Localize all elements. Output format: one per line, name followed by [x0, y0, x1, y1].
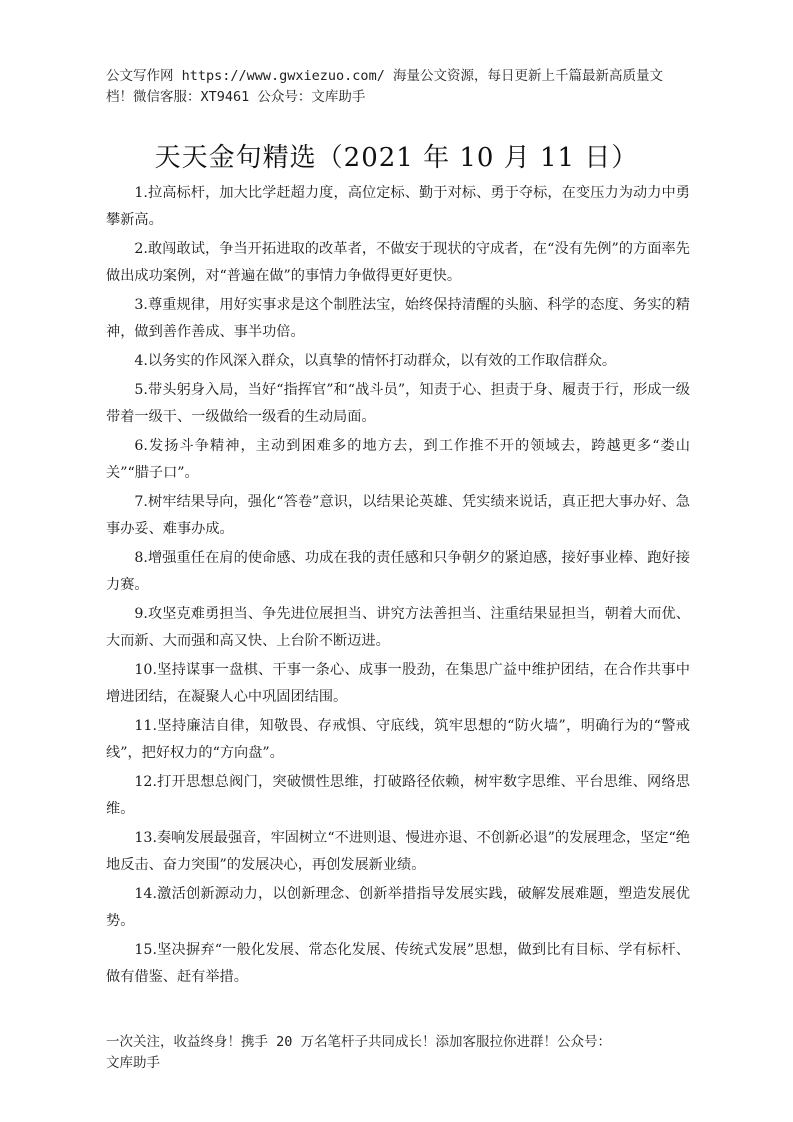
footer-note	[106, 1032, 696, 1074]
list-item: 12.打开思想总阀门，突破惯性思维，打破路径依赖，树牢数字思维、平台思维、网络思维。	[106, 774, 690, 817]
list-item: 5.带头躬身入局，当好“指挥官”和“战斗员”，知责于心、担责于身、履责于行，形成一级带着一级干、一级做给一级看的生动局面。	[106, 382, 690, 425]
list-item: 8.增强重任在肩的使命感、功成在我的责任感和只争朝夕的紧迫感，接好事业棒、跑好接力赛。	[106, 550, 690, 593]
list-item: 4.以务实的作风深入群众，以真挚的情怀打动群众，以有效的工作取信群众。	[134, 353, 617, 369]
list-item: 10.坚持谋事一盘棋、干事一条心、成事一股劲，在集思广益中维护团结，在合作共事中增进团结，在凝聚人心中巩固团结围。	[106, 662, 690, 705]
list-item: 3.尊重规律，用好实事求是这个制胜法宝，始终保持清醒的头脑、科学的态度、务实的精神，做到善作善成、事半功倍。	[106, 297, 690, 340]
header-line-2: 档！微信客服：XT9461 公众号：文库助手	[106, 89, 366, 105]
list-item: 9.攻坚克难勇担当、争先进位展担当、讲究方法善担当、注重结果显担当，朝着大而优、大而新、大而强和高又快、上台阶不断迈进。	[106, 606, 690, 649]
list-item: 14.激活创新源动力，以创新理念、创新举措指导发展实践，破解发展难题，塑造发展优势。	[106, 886, 690, 929]
list-item: 11.坚持廉洁自律，知敬畏、存戒惧、守底线，筑牢思想的“防火墙”，明确行为的“警戒线”，把好权力的“方向盘”。	[106, 718, 690, 761]
list-item: 2.敢闯敢试，争当开拓进取的改革者，不做安于现状的守成者，在“没有先例”的方面率先做出成功案例，对“普遍在做”的事情力争做得更好更快。	[106, 241, 690, 284]
quote-list	[106, 180, 690, 993]
page-title: 天天金句精选（2021 年 10 月 11 日）	[154, 143, 639, 173]
list-item: 1.拉高标杆，加大比学赶超力度，高位定标、勤于对标、勇于夺标，在变压力为动力中勇攀新高。	[106, 185, 690, 228]
header-line-1: 公文写作网 https://www.gwxiezuo.com/ 海量公文资源，每日更新上千篇最新高质量文	[106, 68, 663, 84]
list-item: 13.奏响发展最强音，牢固树立“不进则退、慢进亦退、不创新必退”的发展理念，坚定“绝地反击、奋力突围”的发展决心，再创发展新业绩。	[106, 830, 690, 873]
header-note	[106, 66, 696, 108]
list-item: 15.坚决摒弃“一般化发展、常态化发展、传统式发展”思想，做到比有目标、学有标杆、做有借鉴、赶有举措。	[106, 942, 690, 985]
footer-line-1: 一次关注，收益终身！携手 20 万名笔杆子共同成长！添加客服拉你进群！公众号：	[106, 1034, 612, 1050]
list-item: 7.树牢结果导向，强化“答卷”意识，以结果论英雄、凭实绩来说话，真正把大事办好、急事办妥、难事办成。	[106, 494, 690, 537]
list-item: 6.发扬斗争精神，主动到困难多的地方去，到工作推不开的领域去，跨越更多“娄山关”“腊子口”。	[106, 438, 690, 481]
footer-line-2: 文库助手	[106, 1055, 160, 1071]
